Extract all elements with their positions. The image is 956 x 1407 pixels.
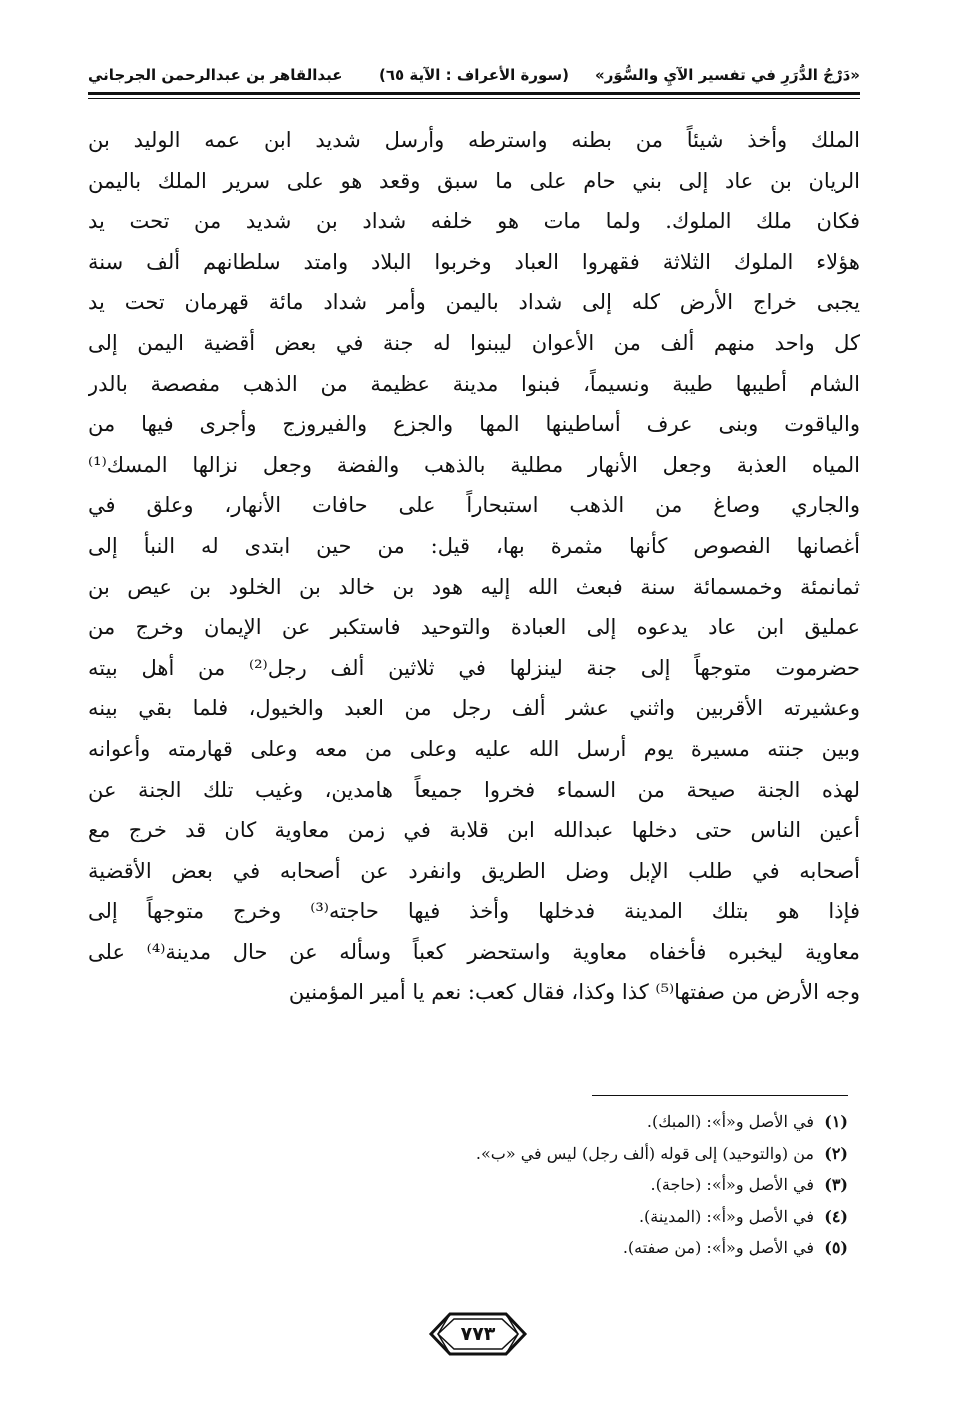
footnote-text: في الأصل و«أ»: (حاجة). (650, 1175, 814, 1195)
footnote-number: (٥) (824, 1238, 848, 1258)
text-line: حضرموت متوجهاً إلى جنة لينزلها في ثلاثين ألف رجل⁽²⁾ من أهل بيته (88, 655, 860, 680)
header-rule-thick (88, 92, 860, 95)
text-line: الريان بن عاد إلى بني حام على ما سبق وقعد هو على سرير الملك باليمن (88, 168, 860, 193)
footnote (88, 1232, 848, 1264)
footnotes (88, 1106, 848, 1264)
text-line: يجبى خراج الأرض كله إلى شداد باليمن وأمر شداد مائة قهرمان تحت يد (88, 290, 860, 315)
text-line: فإذا هو بتلك المدينة فدخلها وأخذ فيها حاجته⁽³⁾ وخرج متوجهاً إلى (88, 899, 860, 924)
header-rule-thin (88, 98, 860, 99)
book-title: «دَرْجُ الدُّرَرِ في تفسير الآيِ والسُّوَر» (595, 66, 860, 84)
page-number-ornament (428, 1311, 528, 1357)
text-line: الشام أطيبها طيبة ونسيماً، فبنوا مدينة عظيمة من الذهب مفصصة بالدر (88, 371, 860, 396)
text-line: المياه العذبة وجعل الأنهار مطلية بالذهب والفضة وجعل نزالها المسك⁽¹⁾ (88, 452, 860, 477)
text-line: كل واحد منهم ألف من الأعوان ليبنوا له جنة في بعض أقضية اليمن إلى (88, 330, 860, 355)
text-line: وعشيرته الأقربين واثني عشر ألف رجل من العبد والخيول، فلما بقي بينه (88, 696, 860, 721)
footnote-text: في الأصل و«أ»: (المدينة). (638, 1206, 814, 1226)
text-line: الملك وأخذ شيئاً من بطنه واسترطه وأرسل شديد ابن عمه الوليد بن (88, 128, 860, 152)
text-line: والجاري وصاغ من الذهب استبحاراً على حافات الأنهار، وعلق في (88, 493, 860, 518)
text-line: أغصانها الفصوص كأنها مثمرة بها، قيل: من حين ابتدى له النبأ إلى (88, 533, 860, 558)
footnote (88, 1138, 848, 1170)
footnote-number: (١) (824, 1112, 848, 1131)
text-line: لهذه الجنة صيحة من السماء فخروا جميعاً هامدين، وغيب تلك الجنة عن (88, 777, 860, 802)
surah-reference: (سورة الأعراف : الآية ٦٥) (378, 66, 570, 84)
footnote (88, 1201, 848, 1233)
footnote-separator (592, 1095, 848, 1096)
text-line: هؤلاء الملوك الثلاثة فقهروا العباد وخربوا البلاد وامتد سلطانهم ألف سنة (88, 249, 860, 274)
text-line: وبين جنته مسيرة يوم أرسل الله عليه وعلى من معه وعلى قهارمته وأعوانه (88, 736, 860, 761)
footnote (88, 1169, 848, 1201)
text-line: والياقوت وبنى عرف أساطينها المها والجزع والفيروزج وأجرى فيها من (88, 412, 860, 437)
footnote-number: (٣) (824, 1175, 848, 1195)
running-header (88, 62, 860, 88)
text-line: أعين الناس حتى دخلها عبدالله ابن قلابة في زمن معاوية كان قد خرج مع (88, 818, 860, 843)
footnote-number: (٢) (824, 1143, 848, 1163)
text-line: أصحابه في طلب الإبل وضل الطريق وانفرد عن أصحابه في بعض الأقضية (88, 858, 860, 883)
page-number: ٧٧٣ (460, 1323, 496, 1345)
text-line: ثمانمئة وخمسمائة سنة فبعث الله إليه هود بن خالد بن الخلود بن عيص بن (88, 574, 860, 599)
footnote-text: في الأصل و«أ»: (المبك). (646, 1112, 814, 1131)
text-line: معاوية ليخبره فأخفاه معاوية واستحضر كعباً وسأله عن حال مدينة⁽⁴⁾ على (88, 939, 860, 964)
main-text (88, 120, 860, 1013)
footnote-number: (٤) (824, 1206, 848, 1226)
text-line: وجه الأرض من صفتها⁽⁵⁾ كذا وكذا، فقال كعب: نعم يا أمير المؤمنين (288, 980, 860, 1005)
author-name: عبدالقاهر بن عبدالرحمن الجرجاني (88, 66, 343, 84)
text-line: عمليق ابن عاد يدعوه إلى العبادة والتوحيد فاستكبر عن الإيمان وخرج من (88, 615, 860, 640)
text-line: فكان ملك الملوك. ولما مات هو خلفه شداد بن شديد من تحت يد (88, 209, 860, 234)
footnote-text: من (والتوحيد) إلى قوله (ألف رجل) ليس في «ب». (475, 1143, 814, 1163)
footnote-text: في الأصل و«أ»: (من صفته). (622, 1238, 814, 1258)
footnote (88, 1106, 848, 1138)
